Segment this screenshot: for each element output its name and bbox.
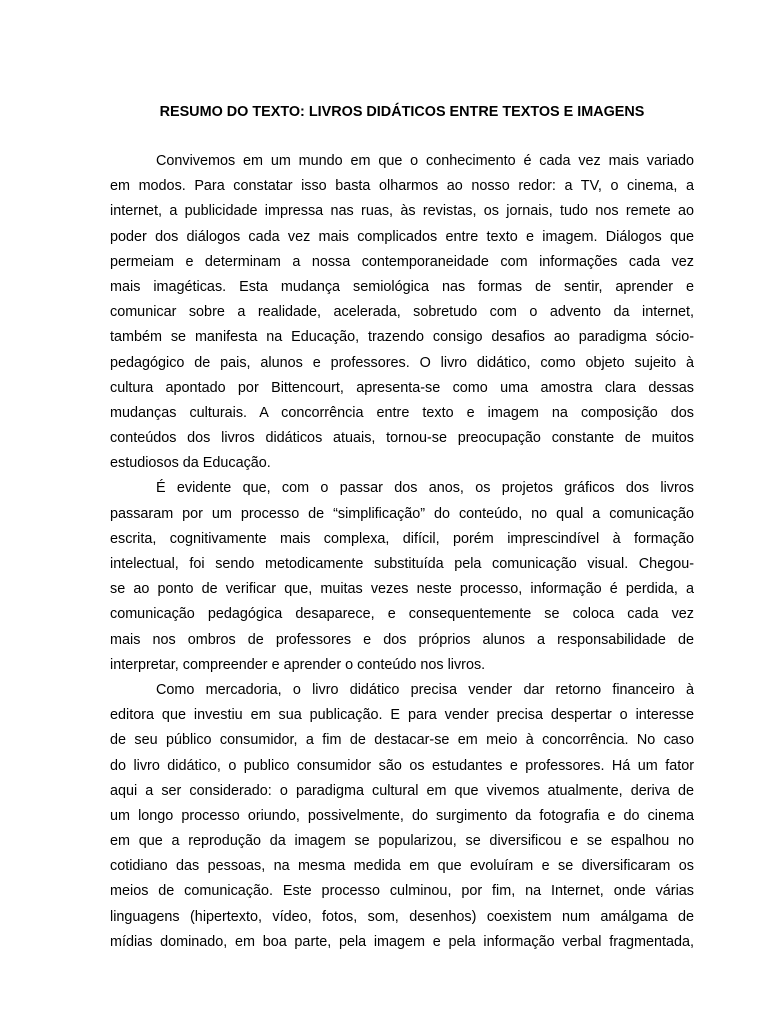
paragraph-line: cultura apontado por Bittencourt, apresenta-se como uma amostra clara dessas [110, 379, 694, 396]
paragraph-line: interpretar, compreender e aprender o conteúdo nos livros. [110, 656, 486, 673]
paragraph-line: editora que investiu em sua publicação. E para vender precisa despertar o interesse [110, 707, 694, 724]
document-title: RESUMO DO TEXTO: LIVROS DIDÁTICOS ENTRE TEXTOS E IMAGENS [159, 104, 645, 120]
paragraph-line: conteúdos dos livros didáticos atuais, tornou-se preocupação constante de muitos [110, 430, 694, 447]
paragraph-line: Convivemos em um mundo em que o conhecimento é cada vez mais variado [156, 153, 694, 169]
paragraph-line: comunicação pedagógica desaparece, e consequentemente se coloca cada vez [110, 606, 694, 623]
paragraph-line: em modos. Para constatar isso basta olharmos ao nosso redor: a TV, o cinema, a [110, 178, 694, 195]
paragraph-line: de seu público consumidor, a fim de destacar-se em meio à concorrência. No caso [110, 732, 694, 749]
paragraph-line: linguagens (hipertexto, vídeo, fotos, som, desenhos) coexistem num amálgama de [110, 908, 694, 925]
paragraph-line: se ao ponto de verificar que, muitas vezes neste processo, informação é perdida, a [110, 581, 694, 598]
paragraph-line: um longo processo oriundo, possivelmente, do surgimento da fotografia e do cinema [110, 807, 694, 824]
paragraph [110, 678, 694, 955]
paragraph-line: também se manifesta na Educação, trazendo consigo desafios ao paradigma sócio- [110, 329, 694, 346]
paragraph-line: meios de comunicação. Este processo culminou, por fim, na Internet, onde várias [110, 883, 694, 900]
paragraph-line: passaram por um processo de “simplificação” do conteúdo, no qual a comunicação [110, 505, 694, 522]
paragraph-line: mais imagéticas. Esta mudança semiológica nas formas de sentir, aprender e [110, 278, 694, 295]
paragraph-line: intelectual, foi sendo metodicamente substituída pela comunicação visual. Chegou- [110, 556, 694, 572]
paragraph [110, 149, 694, 476]
paragraph-line: É evidente que, com o passar dos anos, os projetos gráficos dos livros [156, 480, 694, 497]
paragraph-line: estudiosos da Educação. [110, 455, 271, 472]
paragraph-line: permeiam e determinam a nossa contemporaneidade com informações cada vez [110, 253, 694, 270]
paragraph-line: escrita, cognitivamente mais complexa, difícil, porém imprescindível à formação [110, 530, 694, 547]
paragraph [110, 476, 694, 678]
paragraph-line: cotidiano das pessoas, na mesma medida em que evoluíram e se diversificaram os [110, 858, 694, 875]
document-body [110, 149, 694, 955]
paragraph-line: Como mercadoria, o livro didático precisa vender dar retorno financeiro à [156, 681, 694, 698]
paragraph-line: pedagógico de pais, alunos e professores. O livro didático, como objeto sujeito à [110, 354, 694, 371]
paragraph-line: poder dos diálogos cada vez mais complicados entre texto e imagem. Diálogos que [110, 228, 694, 245]
paragraph-line: mídias dominado, em boa parte, pela imagem e pela informação verbal fragmentada, [110, 933, 694, 950]
paragraph-line: comunicar sobre a realidade, acelerada, sobretudo com o advento da internet, [110, 304, 694, 321]
paragraph-line: aqui a ser considerado: o paradigma cultural em que vivemos atualmente, deriva de [110, 782, 694, 799]
paragraph-line: do livro didático, o publico consumidor são os estudantes e professores. Há um fator [110, 757, 694, 774]
paragraph-line: mudanças culturais. A concorrência entre texto e imagem na composição dos [110, 404, 694, 421]
paragraph-line: internet, a publicidade impressa nas ruas, às revistas, os jornais, tudo nos remete ao [110, 203, 694, 220]
paragraph-line: em que a reprodução da imagem se popularizou, se diversificou e se espalhou no [110, 833, 694, 850]
paragraph-line: mais nos ombros de professores e dos próprios alunos a responsabilidade de [110, 631, 694, 648]
